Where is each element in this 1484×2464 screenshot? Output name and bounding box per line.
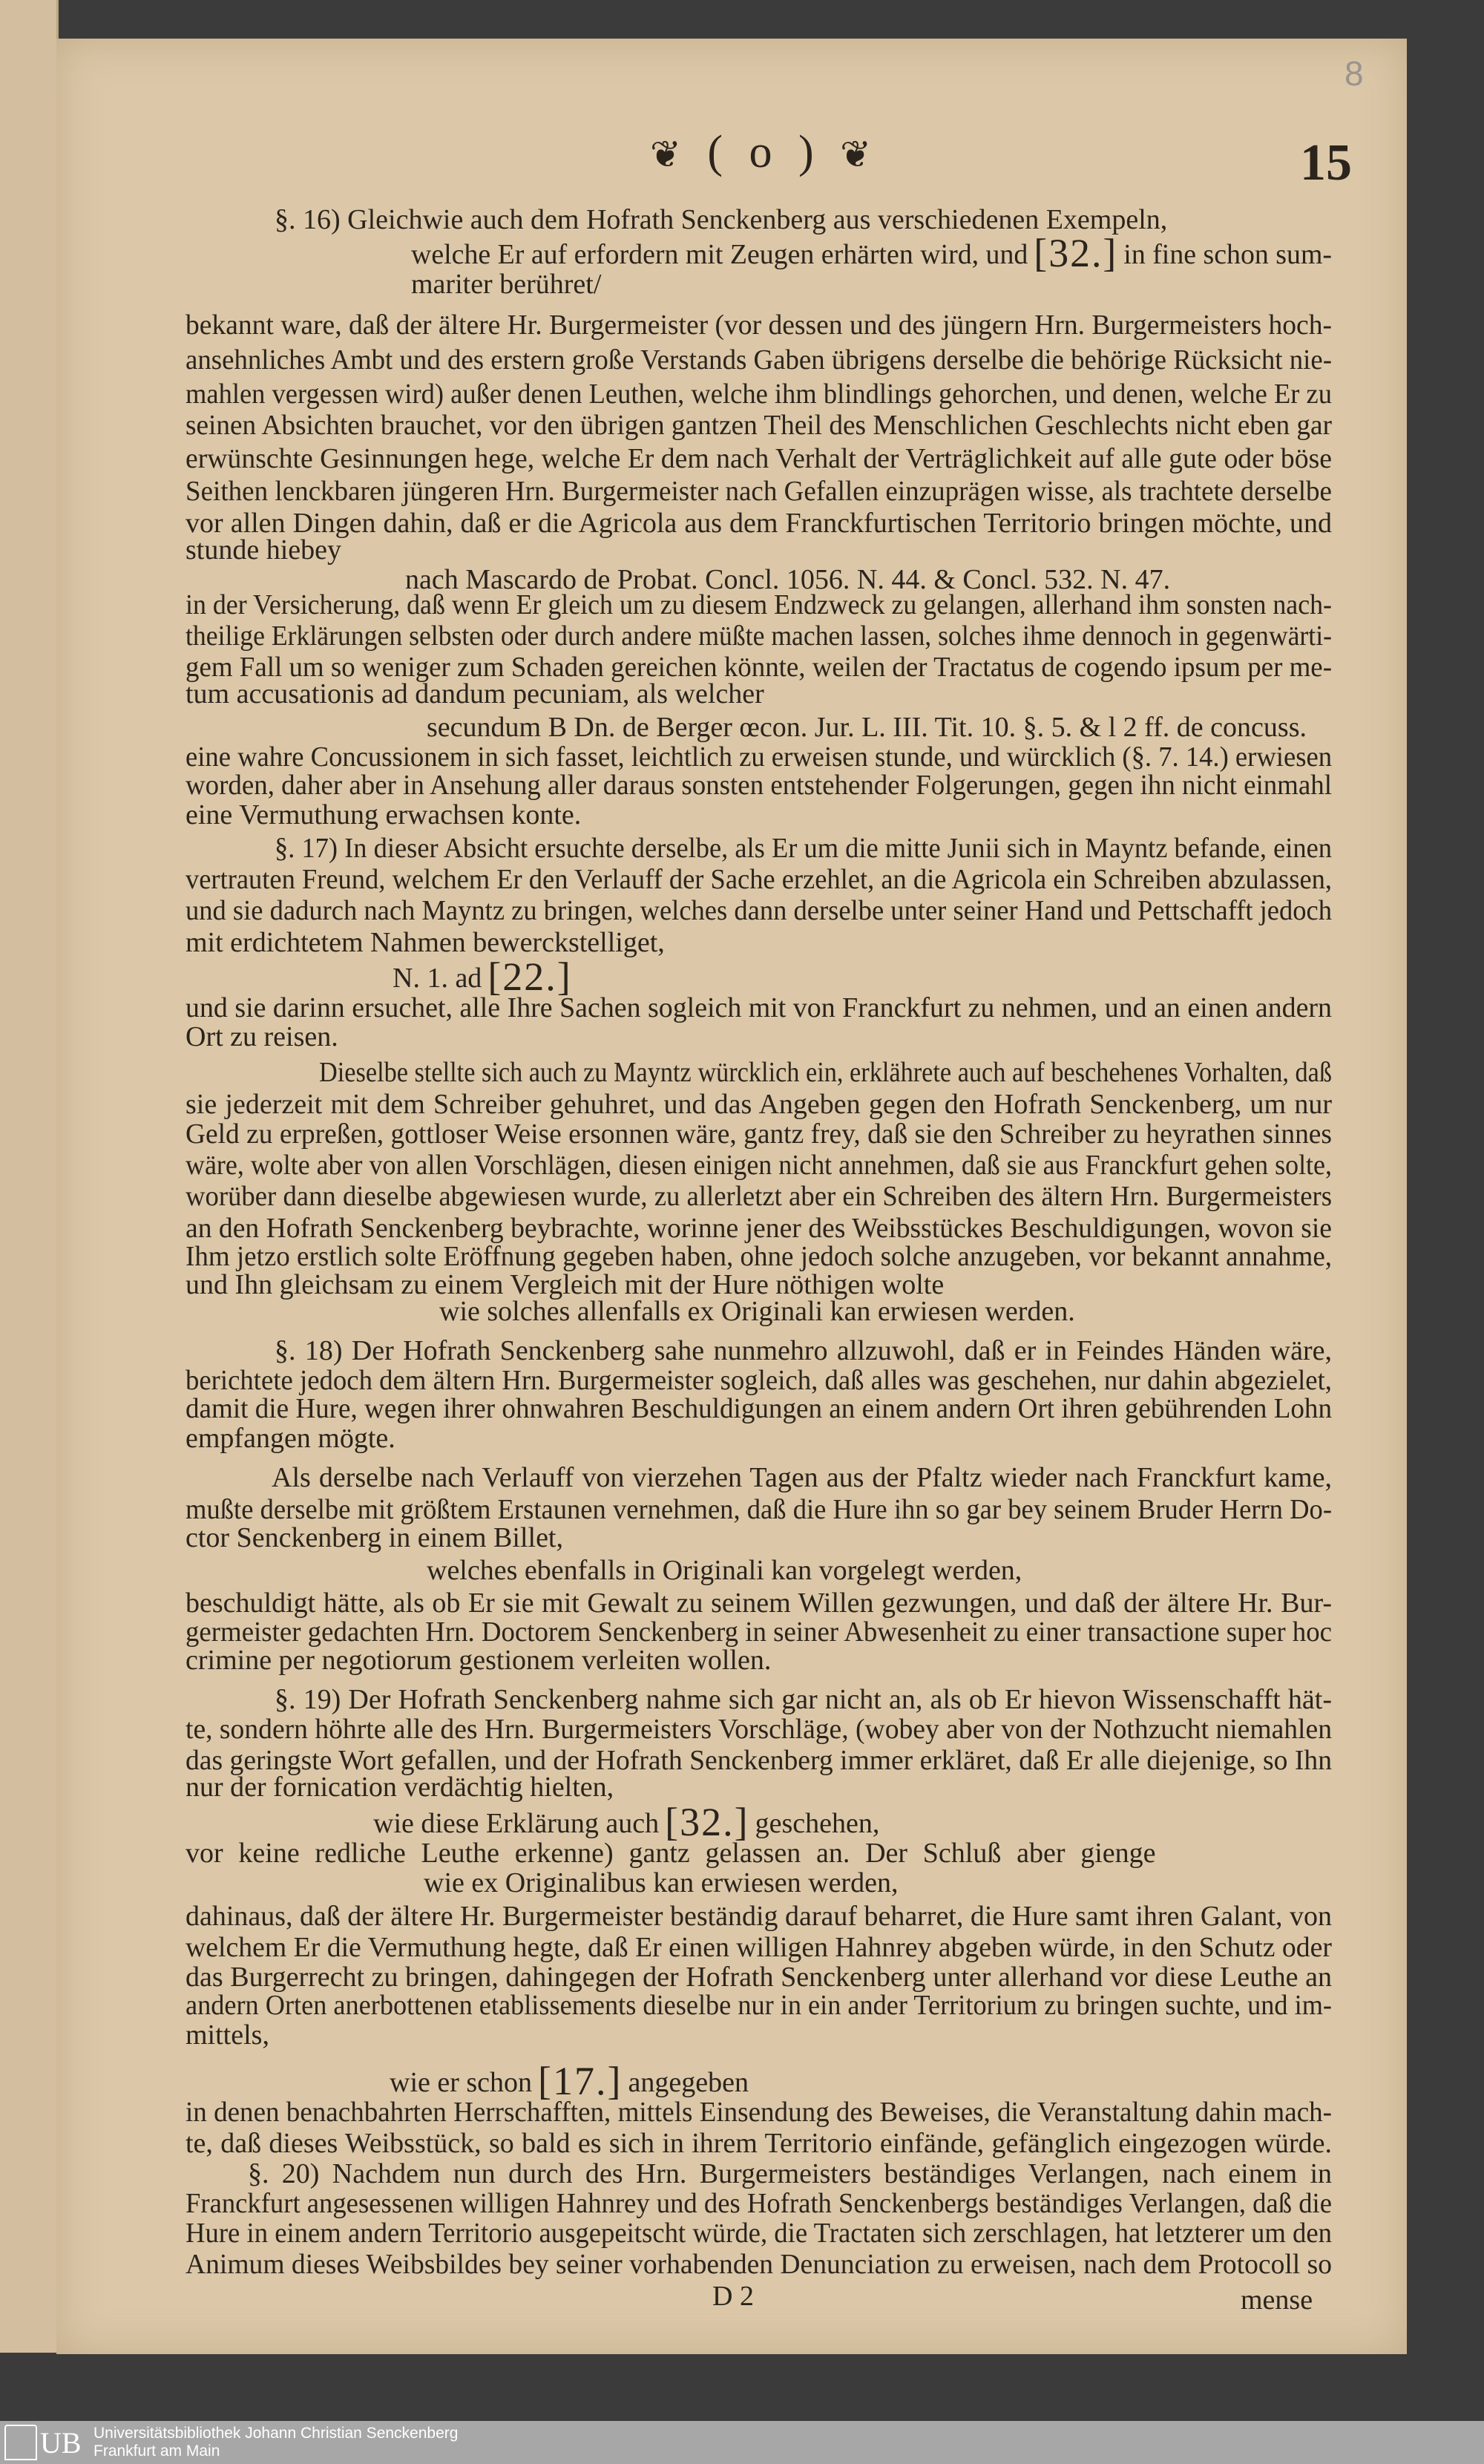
text-line: dahinaus, daß der ältere Hr. Burgermeister beständig darauf beharret, die Hure samt ihren Galant, von <box>186 1901 1332 1932</box>
page-header <box>594 126 935 179</box>
text-line: und sie dadurch nach Mayntz zu bringen, welches dann derselbe unter seiner Hand und Pettschafft jedoch <box>186 895 1332 926</box>
citation-line: N. 1. ad [22.] <box>393 954 572 999</box>
text-line: empfangen mögte. <box>186 1423 395 1454</box>
text-line: §. 16) Gleichwie auch dem Hofrath Senckenberg aus verschiedenen Exempeln, <box>275 204 1168 235</box>
citation-line: wie er schon [17.] angegeben <box>390 2059 749 2103</box>
page-number: 15 <box>1300 134 1352 191</box>
text-line: ctor Senckenberg in einem Billet, <box>186 1522 563 1553</box>
text-line: vor keine redliche Leuthe erkenne) gantz gelassen an. Der Schluß aber gienge <box>186 1838 1156 1869</box>
text-line: §. 19) Der Hofrath Senckenberg nahme sich gar nicht an, als ob Er hievon Wissenschafft hät- <box>275 1684 1332 1715</box>
text-line: seinen Absichten brauchet, vor den übrigen gantzen Theil des Menschlichen Geschlechts nicht eben gar <box>186 410 1332 441</box>
text-line: stunde hiebey <box>186 534 342 566</box>
text-line: te, sondern höhrte alle des Hrn. Burgermeisters Vorschläge, (wobey aber von der Nothzucht niemahlen <box>186 1714 1332 1745</box>
text-line: Ort zu reisen. <box>186 1021 338 1052</box>
citation-line: welches ebenfalls in Originali kan vorgelegt werden, <box>427 1555 1022 1586</box>
text-line: mahlen vergessen wird) außer denen Leuthen, welche ihm blindlings gehorchen, und denen, welche Er zu <box>186 379 1332 410</box>
text-line: in der Versicherung, daß wenn Er gleich um zu diesem Endzweck zu gelangen, allerhand ihm sonsten nach- <box>186 589 1332 620</box>
citation-line: wie diese Erklärung auch [32.] geschehen, <box>373 1800 880 1844</box>
text-line: erwünschte Gesinnungen hege, welche Er dem nach Verhalt der Verträglichkeit auf alle gute oder böse <box>186 443 1332 474</box>
header-title: ( o ) <box>707 127 821 177</box>
text-line: Als derselbe nach Verlauff von vierzehen Tagen aus der Pfaltz wieder nach Franckfurt kame, <box>272 1462 1332 1493</box>
text-line: vor allen Dingen dahin, daß er die Agricola aus dem Franckfurtischen Territorio bringen möchte, und <box>186 508 1332 539</box>
text-line: ansehnliches Ambt und des erstern große Verstands Gaben übrigens derselbe die behörige Rücksicht nie- <box>186 344 1332 376</box>
text-line: gem Fall um so weniger zum Schaden gereichen könnte, weilen der Tractatus de cogendo ipsum per me- <box>186 652 1332 683</box>
library-footer <box>0 2421 1484 2464</box>
citation-line: wie ex Originalibus kan erwiesen werden, <box>424 1867 899 1898</box>
text-line: in denen benachbahrten Herrschafften, mittels Einsendung des Beweises, die Veranstaltung dahin mach- <box>186 2097 1332 2128</box>
text-line: Animum dieses Weibsbildes bey seiner vorhabenden Denunciation zu erweisen, nach dem Protocoll so <box>186 2249 1332 2280</box>
text-line: vertrauten Freund, welchem Er den Verlauff der Sache erzehlet, an die Agricola ein Schreiben abzulassen, <box>186 864 1332 895</box>
text-line: und sie darinn ersuchet, alle Ihre Sachen sogleich mit von Franckfurt zu nehmen, und an einen andern <box>186 992 1332 1023</box>
text-line: Franckfurt angesessenen willigen Hahnrey und des Hofrath Senckenbergs beständiges Verlangen, daß die <box>186 2188 1332 2219</box>
pencil-folio-mark: 8 <box>1345 54 1364 93</box>
citation-line: nach Mascardo de Probat. Concl. 1056. N. 44. & Concl. 532. N. 47. <box>405 564 1171 595</box>
text-line: damit die Hure, wegen ihrer ohnwahren Beschuldigungen an einem andern Ort ihren gebührenden Lohn <box>186 1393 1332 1424</box>
text-line: §. 18) Der Hofrath Senckenberg sahe nunmehro allzuwohl, daß er in Feindes Händen wäre, <box>275 1335 1332 1366</box>
text-line: wäre, wolte aber von allen Vorschlägen, diesen einigen nicht annehmen, daß sie aus Franckfurt gehen solte, <box>186 1150 1332 1181</box>
text-line: an den Hofrath Senckenberg beybrachte, worinne jener des Weibsstückes Beschuldigungen, wovon sie <box>186 1213 1332 1244</box>
text-line: Dieselbe stellte sich auch zu Mayntz würcklich ein, erklährete auch auf beschehenes Vorhalten, daß <box>319 1057 1332 1088</box>
text-line: beschuldigt hätte, als ob Er sie mit Gewalt zu seinem Willen gezwungen, und daß der ältere Hr. Bur- <box>186 1587 1332 1619</box>
portrait-icon <box>4 2425 37 2460</box>
text-line: germeister gedachten Hrn. Doctorem Senckenberg in seiner Abwesenheit zu einer transactione super hoc <box>186 1616 1332 1648</box>
ornament-icon: ❦ <box>840 134 879 175</box>
text-line: theilige Erklärungen selbsten oder durch andere müßte machen lassen, solches ihme dennoch in gegenwärti- <box>186 620 1332 652</box>
text-line: §. 17) In dieser Absicht ersuchte derselbe, als Er um die mitte Junii sich in Mayntz befande, einen <box>275 833 1332 864</box>
text-line: Geld zu erpreßen, gottloser Weise ersonnen wäre, gantz frey, daß sie den Schreiber zu heyrathen sinnes <box>186 1118 1332 1150</box>
text-line: das Burgerrecht zu bringen, dahingegen der Hofrath Senckenberg unter allerhand vor diese Leuthe an <box>186 1962 1332 1993</box>
text-line: §. 20) Nachdem nun durch des Hrn. Burgermeisters beständiges Verlangen, nach einem in <box>248 2158 1332 2189</box>
cross-reference: [22.] <box>487 954 572 999</box>
text-line: mit erdichtetem Nahmen bewerckstelliget, <box>186 927 665 958</box>
text-line: welchem Er die Vermuthung hegte, daß Er einen willigen Hahnrey abgeben würde, in den Schutz oder <box>186 1932 1332 1963</box>
text-line: berichtete jedoch dem ältern Hrn. Burgermeister sogleich, daß alles was geschehen, nur dahin abgezielet, <box>186 1365 1332 1396</box>
text-line: nur der fornication verdächtig hielten, <box>186 1772 614 1803</box>
text-line: mariter berühret/ <box>411 269 602 300</box>
text-line: Ihm jetzo erstlich solte Eröffnung gegeben haben, ohne jedoch solche anzugeben, vor bekannt annahme, <box>186 1241 1332 1272</box>
library-logo: UB <box>4 2424 86 2461</box>
text-line: worüber dann dieselbe abgewiesen wurde, zu allerletzt aber ein Schreiben des ältern Hrn. Burgermeisters <box>186 1181 1332 1212</box>
cross-reference: [32.] <box>665 1800 749 1844</box>
citation-line: wie solches allenfalls ex Originali kan erwiesen werden. <box>439 1296 1075 1327</box>
signature-mark: D 2 <box>712 2281 754 2312</box>
text-line: das geringste Wort gefallen, und der Hofrath Senckenberg immer erkläret, daß Er alle diejenige, so Ihn <box>186 1745 1332 1776</box>
ornament-icon: ❦ <box>649 134 689 175</box>
text-line: eine Vermuthung erwachsen konte. <box>186 799 582 830</box>
text-line: und Ihn gleichsam zu einem Vergleich mit der Hure nöthigen wolte <box>186 1269 945 1300</box>
catchword: mense <box>1241 2284 1313 2316</box>
text-line: mittels, <box>186 2019 269 2051</box>
text-line: Seithen lenckbaren jüngeren Hrn. Burgermeister nach Gefallen einzuprägen wisse, als trachtete derselbe <box>186 476 1332 507</box>
text-line: Hure in einem andern Territorio ausgepeitscht würde, die Tractaten sich zerschlagen, hat letzterer um den <box>186 2218 1332 2249</box>
text-line: andern Orten anerbottenen etablissements dieselbe nur in ein ander Territorium zu bringen suchte, und im- <box>186 1990 1332 2021</box>
text-line: crimine per negotiorum gestionem verleiten wollen. <box>186 1645 772 1676</box>
library-name: Universitätsbibliothek Johann Christian Senckenberg Frankfurt am Main <box>93 2425 459 2460</box>
text-line: tum accusationis ad dandum pecuniam, als welcher <box>186 678 764 710</box>
text-line: sie jederzeit mit dem Schreiber gehuhret, und das Angeben gegen den Hofrath Senckenberg, um nur <box>186 1089 1332 1120</box>
previous-page-edge <box>0 0 59 2353</box>
text-line: te, daß dieses Weibsstück, so bald es sich in ihrem Territorio einfände, gefänglich eingezogen würde. <box>186 2128 1332 2159</box>
text-line: welche Er auf erfordern mit Zeugen erhärten wird, und [32.] in fine schon sum- <box>411 231 1332 275</box>
text-line: worden, daher aber in Ansehung aller daraus sonsten entstehender Folgerungen, gegen ihn nicht einmahl <box>186 770 1332 801</box>
cross-reference: [17.] <box>538 2059 623 2103</box>
text-line: mußte derselbe mit größtem Erstaunen vernehmen, daß die Hure ihn so gar bey seinem Bruder Herrn Do- <box>186 1494 1332 1525</box>
cross-reference: [32.] <box>1034 231 1118 275</box>
citation-line: secundum B Dn. de Berger œcon. Jur. L. III. Tit. 10. §. 5. & l 2 ff. de concuss. <box>427 712 1307 743</box>
text-line: bekannt ware, daß der ältere Hr. Burgermeister (vor dessen und des jüngern Hrn. Burgermeisters hoch- <box>186 309 1332 341</box>
text-line: eine wahre Concussionem in sich fasset, leichtlich zu erweisen stunde, und würcklich (§. 7. 14.) erwiesen <box>186 741 1332 773</box>
